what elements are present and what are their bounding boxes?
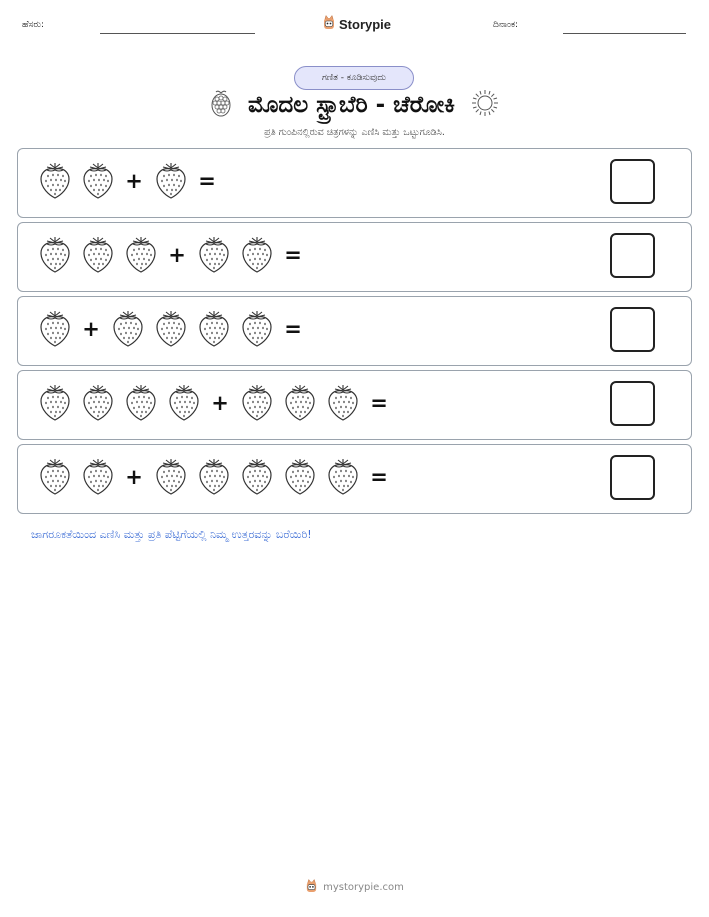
strawberry-icon [240, 310, 274, 348]
strawberry-icon [81, 384, 115, 422]
strawberry-icon [240, 236, 274, 274]
problem-row [17, 222, 692, 292]
date-line[interactable] [563, 33, 686, 34]
page-footer [0, 878, 709, 897]
answer-box[interactable] [610, 159, 655, 204]
answer-box[interactable] [610, 233, 655, 278]
footer-url: mystorypie.com [323, 882, 404, 893]
strawberry-icon [124, 236, 158, 274]
problem-row [17, 370, 692, 440]
strawberry-icon [124, 384, 158, 422]
plus-sign: + [168, 243, 186, 267]
berry-icon [210, 89, 232, 121]
plus-sign: + [211, 391, 229, 415]
title-row [0, 88, 709, 122]
sun-icon [471, 89, 499, 121]
strawberry-icon [81, 162, 115, 200]
problem-row [17, 296, 692, 366]
problem-items [38, 384, 393, 422]
strawberry-icon [167, 384, 201, 422]
strawberry-icon [197, 458, 231, 496]
strawberry-icon [240, 458, 274, 496]
strawberry-icon [326, 384, 360, 422]
answer-box[interactable] [610, 455, 655, 500]
worksheet-header [0, 14, 709, 38]
problem-items [38, 236, 307, 274]
strawberry-icon [283, 458, 317, 496]
equals-sign: = [284, 317, 302, 341]
strawberry-icon [38, 162, 72, 200]
problem-items [38, 458, 393, 496]
category-badge: ಗಣಿತ - ಕೂಡಿಸುವುದು [294, 66, 414, 90]
strawberry-icon [38, 310, 72, 348]
answer-box[interactable] [610, 381, 655, 426]
date-label: ದಿನಾಂಕ: [493, 20, 519, 30]
worksheet-title: ಮೊದಲ ಸ್ಟ್ರಾಬೆರಿ - ಚೆರೋಕಿ [248, 92, 455, 118]
plus-sign: + [125, 465, 143, 489]
equals-sign: = [198, 169, 216, 193]
plus-sign: + [125, 169, 143, 193]
problem-items [38, 310, 307, 348]
strawberry-icon [154, 458, 188, 496]
name-line[interactable] [100, 33, 255, 34]
strawberry-icon [111, 310, 145, 348]
strawberry-icon [326, 458, 360, 496]
strawberry-icon [38, 236, 72, 274]
strawberry-icon [81, 236, 115, 274]
brand-logo [322, 14, 391, 34]
answer-box[interactable] [610, 307, 655, 352]
reminder-note: ಜಾಗರೂಕತೆಯಿಂದ ಎಣಿಸಿ ಮತ್ತು ಪ್ರತಿ ಪೆಟ್ಟಿಗೆಯಲ್ಲಿ ನಿಮ್ಮ ಉತ್ತರವನ್ನು ಬರೆಯಿರಿ! [31, 528, 312, 541]
strawberry-icon [38, 384, 72, 422]
storypie-mascot-icon [305, 878, 318, 897]
problem-row [17, 148, 692, 218]
equals-sign: = [370, 391, 388, 415]
strawberry-icon [197, 236, 231, 274]
strawberry-icon [154, 162, 188, 200]
equals-sign: = [370, 465, 388, 489]
strawberry-icon [240, 384, 274, 422]
equals-sign: = [284, 243, 302, 267]
strawberry-icon [38, 458, 72, 496]
instruction-text: ಪ್ರತಿ ಗುಂಪಿನಲ್ಲಿರುವ ಚಿತ್ರಗಳನ್ನು ಎಣಿಸಿ ಮತ್ತು ಒಟ್ಟುಗೂಡಿಸಿ. [264, 127, 445, 138]
storypie-mascot-icon [322, 14, 336, 34]
problem-items [38, 162, 221, 200]
plus-sign: + [82, 317, 100, 341]
name-label: ಹೆಸರು: [22, 20, 45, 30]
strawberry-icon [154, 310, 188, 348]
strawberry-icon [81, 458, 115, 496]
strawberry-icon [197, 310, 231, 348]
problem-row [17, 444, 692, 514]
brand-name: Storypie [339, 16, 392, 32]
strawberry-icon [283, 384, 317, 422]
